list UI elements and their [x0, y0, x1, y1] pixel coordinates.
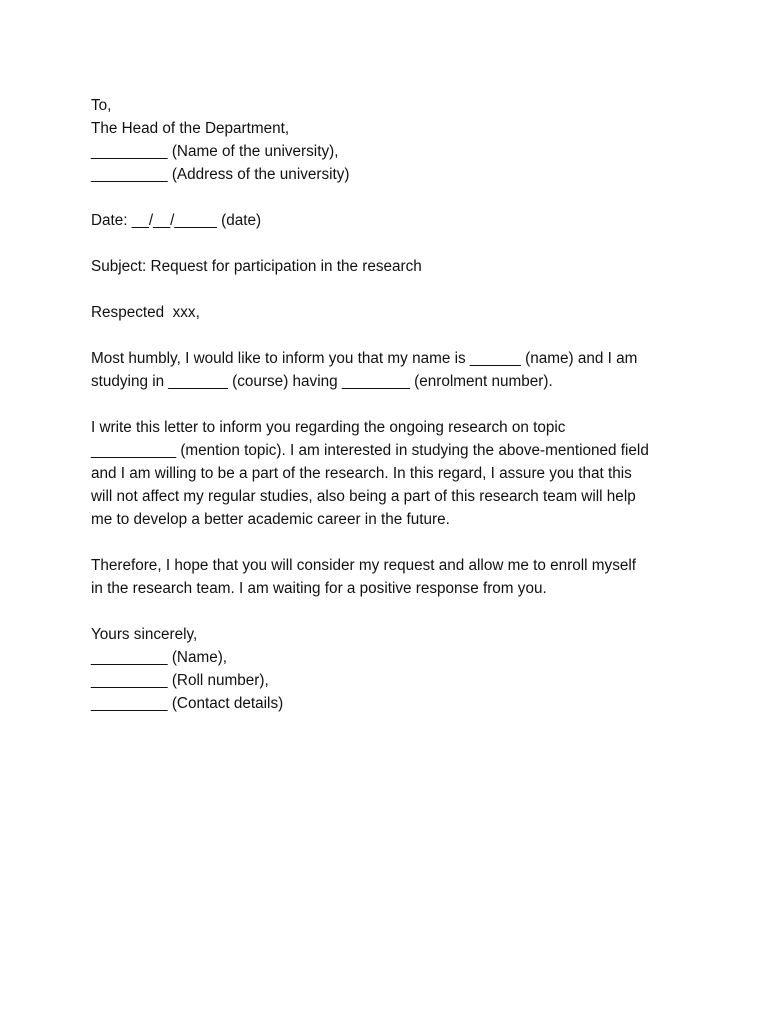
subject-line: Subject: Request for participation in the research	[91, 258, 422, 275]
address-block	[91, 94, 691, 186]
letter-body	[91, 94, 691, 715]
closing-block	[91, 623, 691, 715]
spacer	[91, 600, 691, 623]
salutation: Respected xxx,	[91, 304, 200, 321]
spacer	[91, 232, 691, 255]
paragraph-line: and I am willing to be a part of the research. In this regard, I assure you that this	[91, 465, 632, 482]
closing-contact: _________ (Contact details)	[91, 695, 284, 712]
paragraph-line: me to develop a better academic career in the future.	[91, 511, 450, 528]
spacer	[91, 324, 691, 347]
spacer	[91, 278, 691, 301]
paragraph-line: __________ (mention topic). I am interested in studying the above-mentioned field	[91, 442, 649, 459]
paragraph-line: studying in _______ (course) having ________ (enrolment number).	[91, 373, 553, 390]
closing-roll-number: _________ (Roll number),	[91, 672, 269, 689]
closing-name: _________ (Name),	[91, 649, 228, 666]
paragraph-introduction	[91, 347, 691, 393]
paragraph-line: I write this letter to inform you regarding the ongoing research on topic	[91, 419, 566, 436]
paragraph-body	[91, 416, 691, 531]
paragraph-conclusion	[91, 554, 691, 600]
address-recipient: The Head of the Department,	[91, 120, 290, 137]
date-line: Date: __/__/_____ (date)	[91, 212, 262, 229]
paragraph-line: Most humbly, I would like to inform you that my name is ______ (name) and I am	[91, 350, 638, 367]
spacer	[91, 186, 691, 209]
spacer	[91, 531, 691, 554]
address-university-name: _________ (Name of the university),	[91, 143, 339, 160]
address-university-address: _________ (Address of the university)	[91, 166, 350, 183]
paragraph-line: in the research team. I am waiting for a positive response from you.	[91, 580, 547, 597]
valediction: Yours sincerely,	[91, 626, 198, 643]
spacer	[91, 393, 691, 416]
paragraph-line: will not affect my regular studies, also being a part of this research team will help	[91, 488, 636, 505]
address-to: To,	[91, 97, 112, 114]
paragraph-line: Therefore, I hope that you will consider my request and allow me to enroll myself	[91, 557, 636, 574]
